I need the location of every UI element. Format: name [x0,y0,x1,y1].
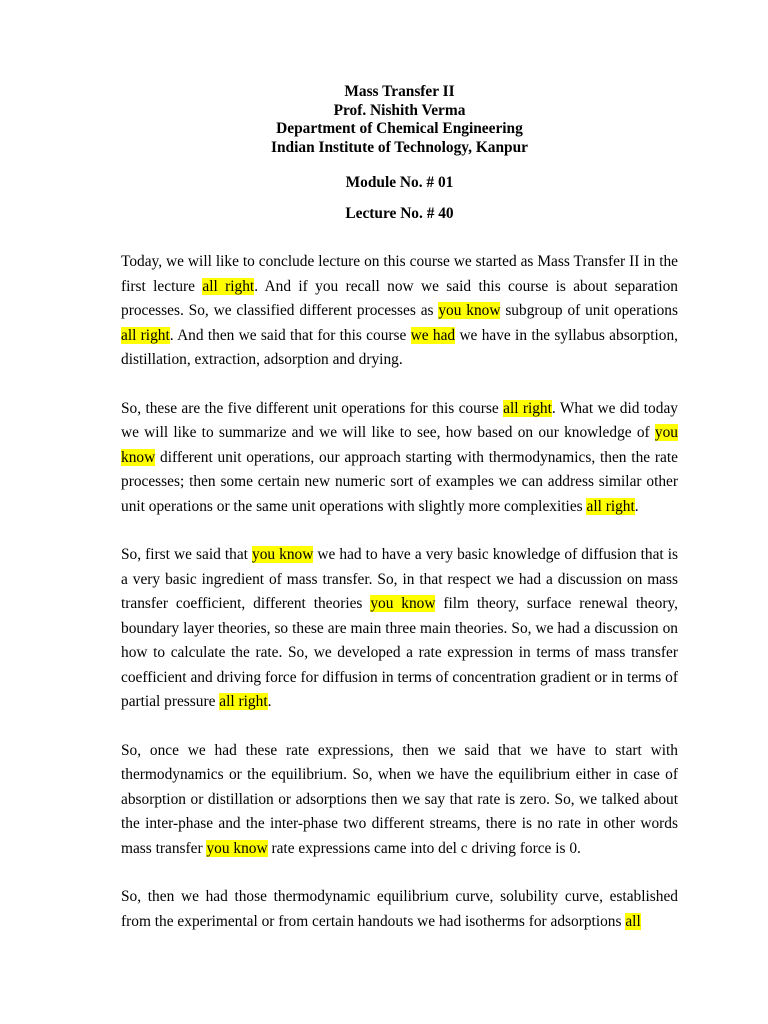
highlighted-phrase: you know [206,839,268,857]
transcript-paragraph [121,543,678,715]
transcript-body [121,250,678,934]
paragraph-text: . [634,497,639,515]
paragraph-text: . And if you recall now we said this course is about separation processes. So, we classified different processes as [121,277,678,319]
paragraph-text: Today, we will like to conclude lecture on this course we started as Mass Transfer II in the first lecture [121,253,678,295]
paragraph-text: So, then we had those thermodynamic equilibrium curve, solubility curve, established from the experimental or from certain handouts we had isotherms for adsorptions [121,888,678,930]
course-title: Mass Transfer II [344,83,455,100]
transcript-paragraph [121,397,678,520]
institute-name: Indian Institute of Technology, Kanpur [270,138,529,156]
highlighted-phrase: all [625,912,641,930]
paragraph-text: we have in the syllabus absorption, distillation, extraction, adsorption and drying. [121,326,678,368]
transcript-paragraph [121,885,678,934]
paragraph-text: subgroup of unit operations [500,302,678,319]
professor-name: Prof. Nishith Verma [333,101,466,119]
highlighted-phrase: you know [438,302,501,319]
paragraph-text: . And then we said that for this course [169,326,411,344]
transcript-paragraph [121,250,678,373]
highlighted-phrase: all right [219,693,268,710]
paragraph-text: film theory, surface renewal theory, boundary layer theories, so these are main three main theories. So, we had a discussion on how to calculate the rate. So, we developed a rate expression in terms of mass transfer coefficient and driving force for diffusion in terms of concentration gradient or in terms of partial pressure [121,595,678,710]
highlighted-phrase: all right [586,497,635,515]
paragraph-text: rate expressions came into del c driving force is 0. [267,839,581,857]
paragraph-text: So, first we said that [121,546,252,563]
module-number: Module No. # 01 [345,174,454,191]
lecture-meta [121,174,678,223]
highlighted-phrase: all right [503,399,552,417]
highlighted-phrase: all right [202,277,255,295]
document-header [121,83,678,157]
transcript-paragraph [121,739,678,862]
highlighted-phrase: you know [370,595,436,612]
highlighted-phrase: all right [121,326,170,344]
highlighted-phrase: you know [121,424,678,466]
paragraph-text: So, these are the five different unit operations for this course [121,399,504,417]
department-name: Department of Chemical Engineering [276,120,523,137]
paragraph-text: we had to have a very basic knowledge of diffusion that is a very basic ingredient of mass transfer. So, in that respect we had a discussion on mass transfer coefficient, different theories [121,546,678,612]
paragraph-text: So, once we had these rate expressions, then we said that we have to start with thermodynamics or the equilibrium. So, when we have the equilibrium either in case of absorption or distillation or adsorptions then we say that rate is zero. So, we talked about the inter-phase and the inter-phase two different streams, there is no rate in other words mass transfer [121,741,678,857]
highlighted-phrase: you know [252,546,314,563]
paragraph-text: different unit operations, our approach starting with thermodynamics, then the rate processes; then some certain new numeric sort of examples we can address similar other unit operations or the same unit operations with slightly more complexities [121,448,678,515]
paragraph-text: . What we did today we will like to summarize and we will like to see, how based on our knowledge of [121,399,678,441]
paragraph-text: . [267,693,272,710]
lecture-number: Lecture No. # 40 [345,204,454,222]
highlighted-phrase: we had [410,326,456,344]
